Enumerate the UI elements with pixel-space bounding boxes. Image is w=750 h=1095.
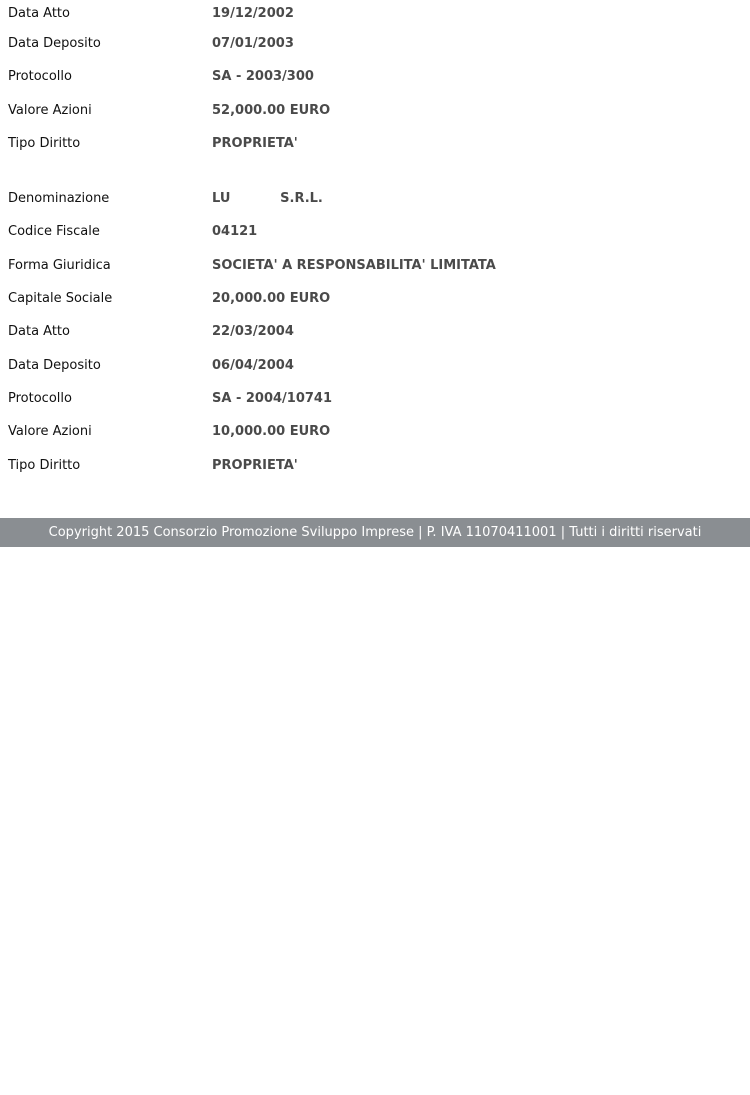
field-row-capitale-sociale — [0, 285, 750, 318]
record-1 — [0, 0, 750, 163]
field-label: Data Atto — [8, 6, 70, 21]
field-label: Codice Fiscale — [8, 224, 100, 240]
field-value: PROPRIETA' — [212, 457, 298, 473]
field-value: 06/04/2004 — [212, 357, 294, 373]
field-row-tipo-diritto — [0, 130, 750, 163]
field-row-valore-azioni — [0, 418, 750, 451]
field-value: 07/01/2003 — [212, 36, 294, 51]
field-row-tipo-diritto — [0, 452, 750, 485]
record-separator — [0, 163, 750, 185]
field-value: PROPRIETA' — [212, 135, 298, 151]
field-value: 52,000.00 EURO — [212, 102, 331, 118]
field-row-denominazione — [0, 185, 750, 218]
field-row-data-deposito — [0, 352, 750, 385]
field-row-protocollo — [0, 63, 750, 96]
field-label: Valore Azioni — [8, 424, 92, 440]
footer-bar — [0, 518, 750, 547]
field-value: 20,000.00 EURO — [212, 291, 331, 307]
field-row-data-atto — [0, 318, 750, 351]
record-2 — [0, 185, 750, 485]
field-label: Capitale Sociale — [8, 291, 113, 307]
field-label: Tipo Diritto — [8, 457, 81, 473]
field-row-valore-azioni — [0, 97, 750, 130]
field-row-data-atto — [0, 0, 750, 30]
field-label: Data Deposito — [8, 36, 101, 51]
field-label: Forma Giuridica — [8, 257, 111, 273]
field-value: 04121 — [212, 224, 258, 240]
field-label: Data Deposito — [8, 357, 101, 373]
field-label: Valore Azioni — [8, 102, 92, 118]
field-label: Protocollo — [8, 69, 72, 85]
field-value: 22/03/2004 — [212, 324, 294, 340]
field-value: SA - 2004/10741 — [212, 390, 333, 406]
field-row-protocollo — [0, 385, 750, 418]
field-label: Denominazione — [8, 191, 110, 207]
field-value: SOCIETA' A RESPONSABILITA' LIMITATA — [212, 257, 496, 273]
field-value: 19/12/2002 — [212, 6, 294, 21]
field-value: SA - 2003/300 — [212, 69, 314, 85]
company-records — [0, 0, 750, 485]
field-row-data-deposito — [0, 30, 750, 63]
field-row-codice-fiscale — [0, 218, 750, 251]
field-row-forma-giuridica — [0, 252, 750, 285]
field-label: Protocollo — [8, 390, 72, 406]
field-label: Tipo Diritto — [8, 135, 81, 151]
field-value: 10,000.00 EURO — [212, 424, 331, 440]
field-value: LU S.R.L. — [212, 191, 323, 207]
footer-copyright-text: Copyright 2015 Consorzio Promozione Sviluppo Imprese | P. IVA 11070411001 | Tutti i diritti riservati — [48, 525, 702, 540]
field-label: Data Atto — [8, 324, 70, 340]
